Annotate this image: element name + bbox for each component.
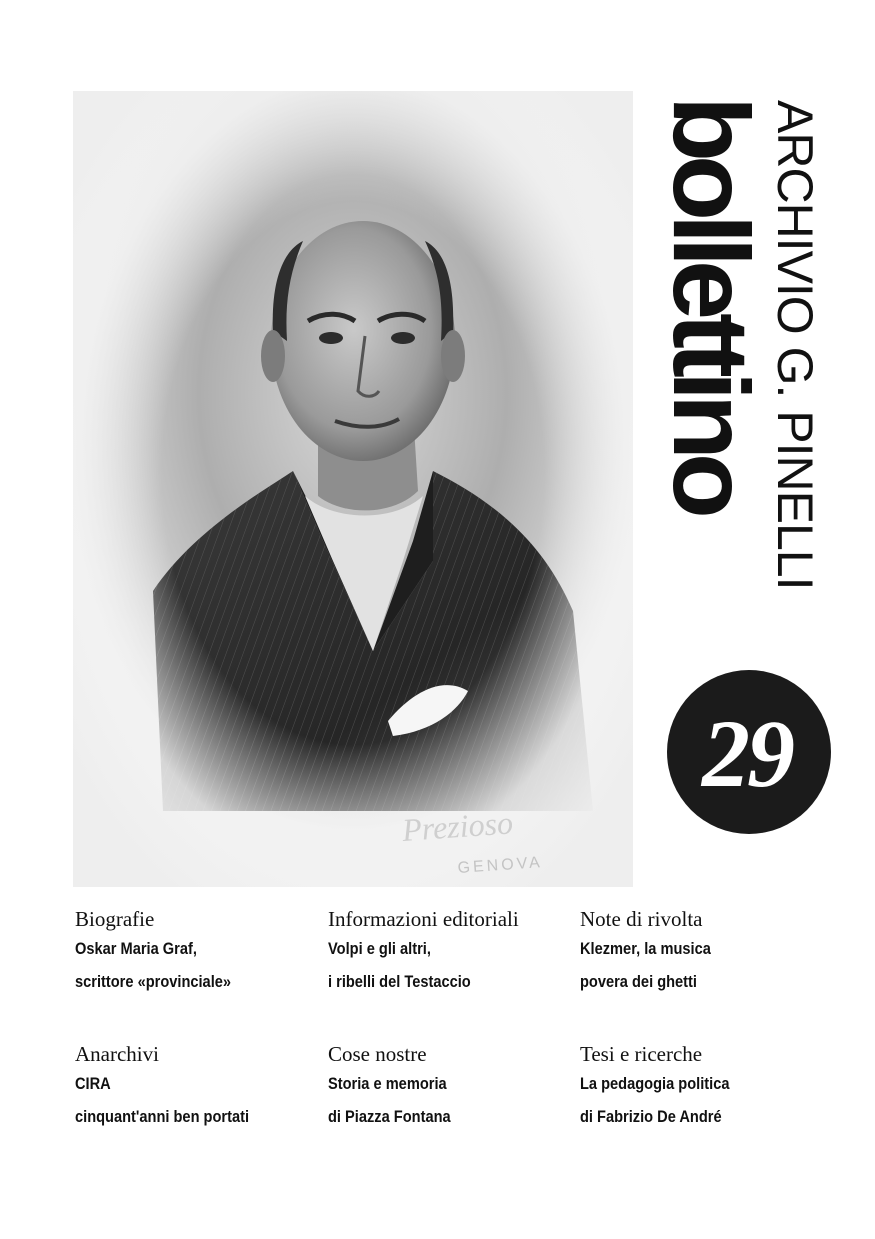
toc-section-title: Tesi e ricerche xyxy=(580,1042,703,1066)
issue-badge xyxy=(667,670,831,834)
studio-signature: Prezioso xyxy=(400,804,515,848)
toc-section-title: Biografie xyxy=(75,907,155,931)
toc-section-title: Note di rivolta xyxy=(580,907,703,931)
toc-section-title: Anarchivi xyxy=(75,1042,159,1066)
toc-section-title: Cose nostre xyxy=(328,1042,427,1066)
toc-entry xyxy=(580,1041,754,1133)
toc-article-line: La pedagogia politica xyxy=(580,1074,730,1093)
toc-entry xyxy=(580,906,732,998)
toc-article-line: scrittore «provinciale» xyxy=(75,972,232,991)
masthead-subtitle: ARCHIVIO G. PINELLI xyxy=(767,100,823,590)
toc-article-line: Volpi e gli altri, xyxy=(328,939,431,958)
toc-entry xyxy=(75,1041,277,1133)
toc-article-line: povera dei ghetti xyxy=(580,972,697,991)
toc-article-line: cinquant'anni ben portati xyxy=(75,1107,250,1126)
toc-article-line: di Piazza Fontana xyxy=(328,1107,451,1126)
toc-section-title: Informazioni editoriali xyxy=(328,907,519,931)
masthead-title: bollettino xyxy=(651,96,772,512)
toc-article-line: Storia e memoria xyxy=(328,1074,447,1093)
toc-article-line: Klezmer, la musica xyxy=(580,939,711,958)
toc-entry xyxy=(328,906,519,998)
toc-entry xyxy=(328,1041,471,1133)
toc-article-line: Oskar Maria Graf, xyxy=(75,939,197,958)
toc-article-line: CIRA xyxy=(75,1074,111,1093)
issue-number: 29 xyxy=(702,700,792,807)
cover-photo xyxy=(73,91,633,887)
toc-article-line: i ribelli del Testaccio xyxy=(328,972,471,991)
toc-article-line: di Fabrizio De André xyxy=(580,1107,722,1126)
toc-entry xyxy=(75,906,256,998)
studio-city: GENOVA xyxy=(457,854,544,877)
